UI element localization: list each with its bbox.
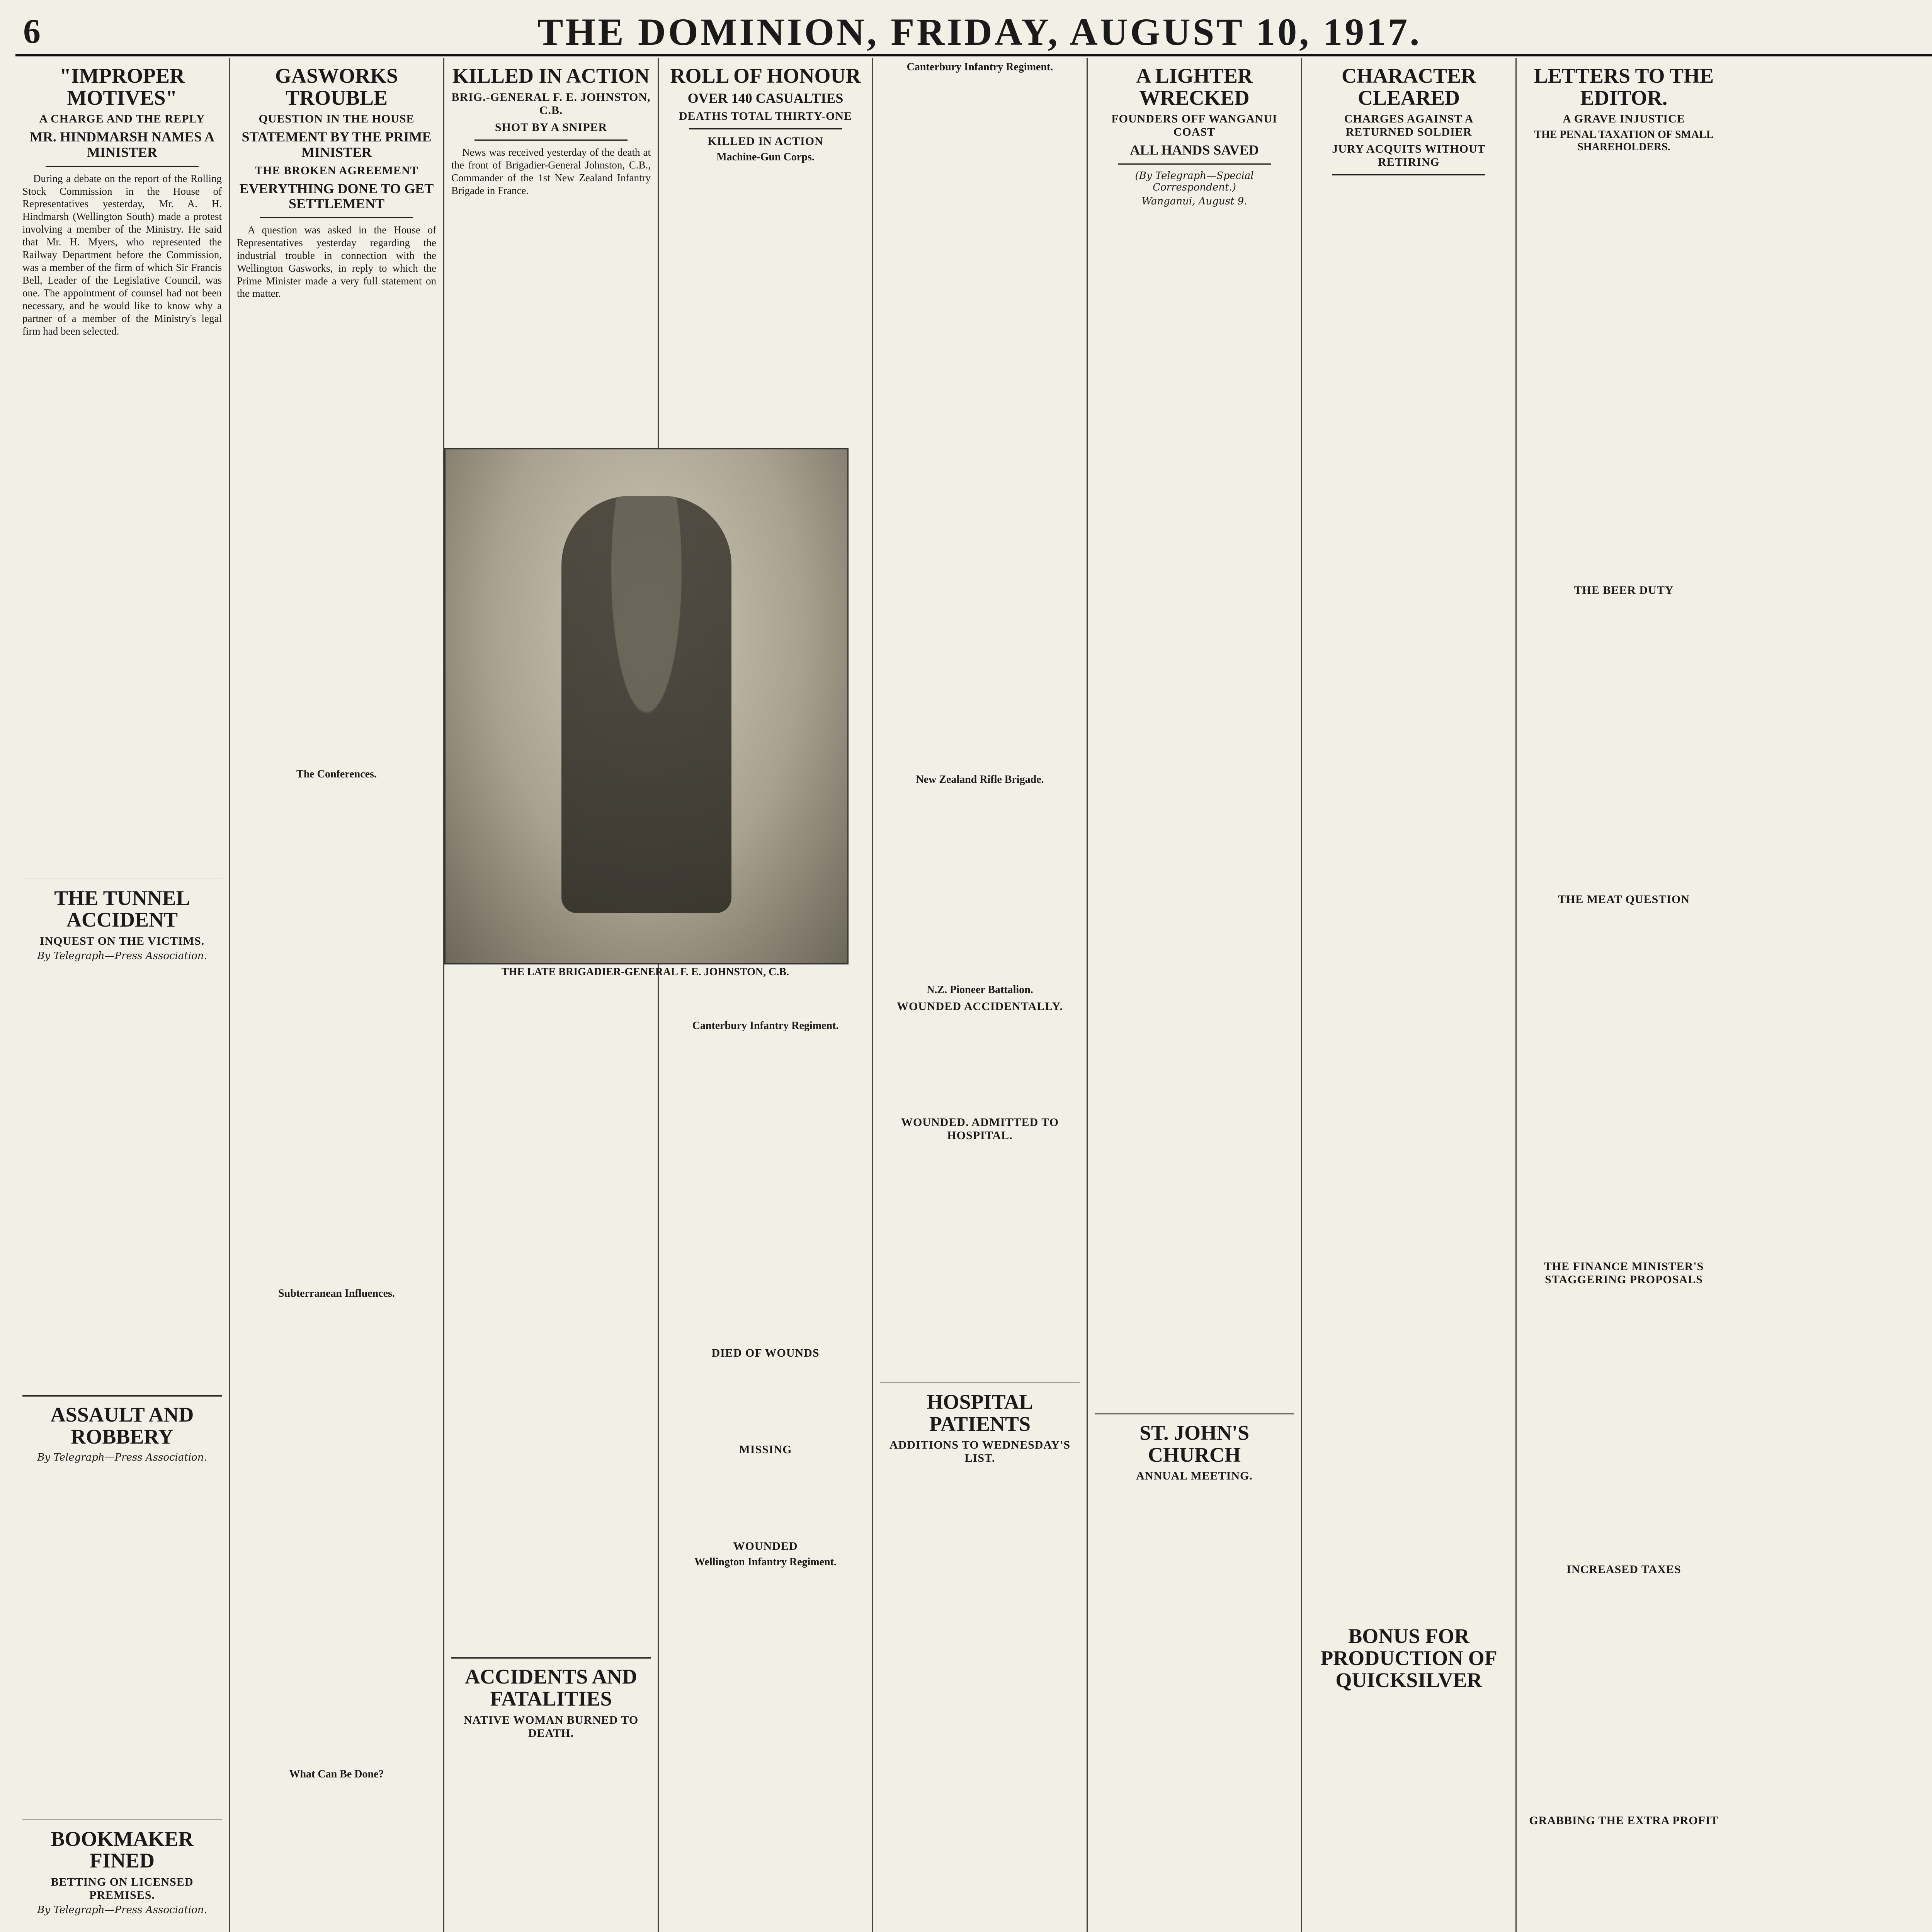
list-head-missing: MISSING bbox=[739, 1443, 792, 1456]
headline-roll-of-honour: ROLL OF HONOUR bbox=[670, 64, 861, 87]
subhead-jury: JURY ACQUITS WITHOUT RETIRING bbox=[1332, 143, 1486, 169]
unit-label: Machine-Gun Corps. bbox=[716, 151, 815, 163]
headline-bookmaker: BOOKMAKER FINED bbox=[51, 1827, 194, 1872]
divider bbox=[1118, 163, 1271, 165]
divider bbox=[1309, 1617, 1509, 1618]
unit-label: Canterbury Infantry Regiment. bbox=[692, 1020, 839, 1032]
article-body-text bbox=[237, 782, 436, 1284]
portrait-figure bbox=[561, 496, 731, 913]
casualty-list bbox=[666, 1362, 865, 1439]
article-lead: News was received yesterday of the death at the front of Brigadier-General Johnston, C.B., Commander of the 1st New Zealand Infantry Brigade in France. bbox=[451, 146, 651, 196]
patient-list bbox=[880, 1467, 1080, 1932]
divider bbox=[22, 1395, 222, 1397]
letter-body bbox=[1524, 1289, 1724, 1559]
headline-assault: ASSAULT AND ROBBERY bbox=[50, 1403, 194, 1448]
section-label-what-done: What Can Be Done? bbox=[289, 1768, 384, 1781]
subhead-casualties: OVER 140 CASUALTIES bbox=[687, 90, 844, 106]
divider bbox=[1095, 1413, 1294, 1415]
article-body-text bbox=[451, 1742, 651, 1932]
masthead bbox=[15, 8, 1932, 56]
headline-accidents: ACCIDENTS AND FATALITIES bbox=[465, 1665, 637, 1711]
subhead-hindmarsh: MR. HINDMARSH NAMES A MINISTER bbox=[29, 129, 214, 160]
subhead-deaths-total: DEATHS TOTAL THIRTY-ONE bbox=[679, 110, 852, 123]
column-2 bbox=[230, 58, 444, 1932]
headline-letters: LETTERS TO THE EDITOR. bbox=[1534, 64, 1714, 109]
headline-improper-motives: "IMPROPER MOTIVES" bbox=[60, 64, 185, 109]
column-6 bbox=[1088, 58, 1302, 1932]
unit-label: New Zealand Rifle Brigade. bbox=[916, 774, 1044, 786]
casualty-list bbox=[880, 787, 1080, 981]
subhead-charge-reply: A CHARGE AND THE REPLY bbox=[39, 112, 205, 126]
letter-head-profit: GRABBING THE EXTRA PROFIT bbox=[1529, 1814, 1719, 1827]
byline: By Telegraph—Press Association. bbox=[37, 1451, 207, 1463]
letter-body bbox=[1524, 1578, 1724, 1810]
column-5 bbox=[873, 58, 1088, 1932]
section-label-subterranean: Subterranean Influences. bbox=[278, 1287, 395, 1300]
byline: By Telegraph—Press Association. bbox=[37, 1904, 207, 1916]
subhead-question-house: QUESTION IN THE HOUSE bbox=[259, 112, 415, 126]
portrait-photo bbox=[444, 448, 849, 964]
article-body-text bbox=[1095, 209, 1294, 1407]
subhead-charges: CHARGES AGAINST A RETURNED SOLDIER bbox=[1344, 112, 1474, 139]
newspaper-title: THE DOMINION, FRIDAY, AUGUST 10, 1917. bbox=[537, 10, 1422, 53]
article-body-text bbox=[1309, 181, 1509, 1611]
byline: (By Telegraph—Special Correspondent.) bbox=[1135, 170, 1254, 193]
column-1 bbox=[15, 58, 230, 1932]
subhead-all-hands: ALL HANDS SAVED bbox=[1130, 142, 1259, 158]
list-head-wounded-adm: WOUNDED. ADMITTED TO HOSPITAL. bbox=[901, 1116, 1059, 1142]
letter-head-meat: THE MEAT QUESTION bbox=[1558, 893, 1690, 906]
subhead-native-woman: NATIVE WOMAN BURNED TO DEATH. bbox=[463, 1713, 639, 1740]
subhead-johnston: BRIG.-GENERAL F. E. JOHNSTON, C.B. bbox=[451, 90, 651, 117]
headline-gasworks: GASWORKS TROUBLE bbox=[275, 64, 398, 109]
headline-st-johns: ST. JOHN'S CHURCH bbox=[1139, 1421, 1250, 1466]
divider bbox=[46, 166, 199, 167]
article-body-text bbox=[237, 301, 436, 765]
divider bbox=[22, 879, 222, 880]
letter-head-finance: THE FINANCE MINISTER'S STAGGERING PROPOSALS bbox=[1544, 1260, 1704, 1286]
casualty-list bbox=[880, 1145, 1080, 1376]
unit-label: Canterbury Infantry Regiment. bbox=[906, 61, 1053, 73]
casualty-list bbox=[666, 1459, 865, 1536]
casualty-list bbox=[880, 75, 1080, 770]
article-body-text bbox=[22, 339, 222, 872]
subhead-sniper: SHOT BY A SNIPER bbox=[495, 121, 607, 134]
letter-head-taxes: INCREASED TAXES bbox=[1566, 1563, 1681, 1576]
list-head-wounded-acc: WOUNDED ACCIDENTALLY. bbox=[897, 1000, 1063, 1013]
letter-body bbox=[1524, 1830, 1724, 1932]
divider bbox=[1332, 174, 1485, 175]
section-label-conferences: The Conferences. bbox=[296, 768, 377, 781]
column-8 bbox=[1517, 58, 1731, 1932]
letter-body bbox=[1524, 908, 1724, 1256]
unit-label: Wellington Infantry Regiment. bbox=[694, 1556, 837, 1568]
letter-head-beer: THE BEER DUTY bbox=[1574, 584, 1674, 597]
article-lead: A question was asked in the House of Representatives yesterday regarding the industrial trouble in connection with the Wellington Gasworks, in reply to which the Prime Minister made a very full statement on the matter. bbox=[237, 224, 436, 299]
photo-caption: THE LATE BRIGADIER-GENERAL F. E. JOHNSTON, C.B. bbox=[502, 966, 789, 978]
headline-tunnel-accident: THE TUNNEL ACCIDENT bbox=[54, 886, 190, 932]
column-7 bbox=[1302, 58, 1517, 1932]
headline-lighter-wrecked: A LIGHTER WRECKED bbox=[1136, 64, 1253, 109]
list-head-wounded: WOUNDED bbox=[733, 1540, 798, 1553]
subhead-settlement: EVERYTHING DONE TO GET SETTLEMENT bbox=[239, 180, 434, 212]
headline-character-cleared: CHARACTER CLEARED bbox=[1341, 64, 1476, 109]
subhead-prime-minister: STATEMENT BY THE PRIME MINISTER bbox=[242, 129, 432, 160]
casualty-list bbox=[666, 1034, 865, 1343]
letter-body bbox=[1524, 155, 1724, 580]
list-head-died: DIED OF WOUNDS bbox=[711, 1347, 820, 1360]
letter-body bbox=[1524, 599, 1724, 889]
list-head-killed: KILLED IN ACTION bbox=[707, 135, 823, 148]
headline-killed-in-action: KILLED IN ACTION bbox=[452, 64, 650, 87]
article-body-text bbox=[1095, 1485, 1294, 1932]
headline-quicksilver: BONUS FOR PRODUCTION OF QUICKSILVER bbox=[1320, 1624, 1497, 1692]
headline-hospital-patients: HOSPITAL PATIENTS bbox=[927, 1390, 1033, 1435]
article-body-text bbox=[22, 964, 222, 1389]
subhead-inquest: INQUEST ON THE VICTIMS. bbox=[39, 935, 205, 948]
divider bbox=[22, 1820, 222, 1821]
column-3 bbox=[444, 58, 659, 1932]
page-number: 6 bbox=[23, 12, 41, 51]
byline: By Telegraph—Press Association. bbox=[37, 950, 207, 962]
subhead-broken-agreement: THE BROKEN AGREEMENT bbox=[255, 164, 418, 177]
subhead-founders: FOUNDERS OFF WANGANUI COAST bbox=[1111, 112, 1277, 139]
subhead-additions: ADDITIONS TO WEDNESDAY'S LIST. bbox=[889, 1439, 1071, 1465]
divider bbox=[260, 217, 413, 218]
subhead-grave-injustice: A GRAVE INJUSTICE bbox=[1563, 112, 1685, 126]
column-4 bbox=[659, 58, 873, 1932]
dateline: Wanganui, August 9. bbox=[1141, 195, 1247, 207]
subhead-betting: BETTING ON LICENSED PREMISES. bbox=[51, 1875, 194, 1901]
article-body-text bbox=[1309, 1695, 1509, 1932]
article-body-text bbox=[237, 1301, 436, 1765]
divider bbox=[880, 1383, 1080, 1384]
article-body-text bbox=[237, 1782, 436, 1932]
letter-title: THE PENAL TAXATION OF SMALL SHAREHOLDERS. bbox=[1534, 129, 1714, 153]
divider bbox=[689, 128, 842, 129]
divider bbox=[474, 139, 628, 141]
article-body-text bbox=[22, 1466, 222, 1813]
article-lead: During a debate on the report of the Rolling Stock Commission in the House of Representatives yesterday, Mr. A. H. Hindmarsh (Wellington South) made a protest involving a member of the Ministry. He said that Mr. H. Myers, who represented the Railway Department before the Commission, was a member of the firm of which Sir Francis Bell, Leader of the Legislative Council, was one. The appointment of counsel had not been necessary, and he would like to know why a partner of a member of the Ministry's legal firm had been selected. bbox=[22, 172, 222, 337]
subhead-annual-meeting: ANNUAL MEETING. bbox=[1136, 1469, 1253, 1483]
casualty-list bbox=[880, 1015, 1080, 1112]
divider bbox=[451, 1657, 651, 1659]
article-columns bbox=[15, 58, 1932, 1932]
unit-label: N.Z. Pioneer Battalion. bbox=[927, 984, 1033, 996]
